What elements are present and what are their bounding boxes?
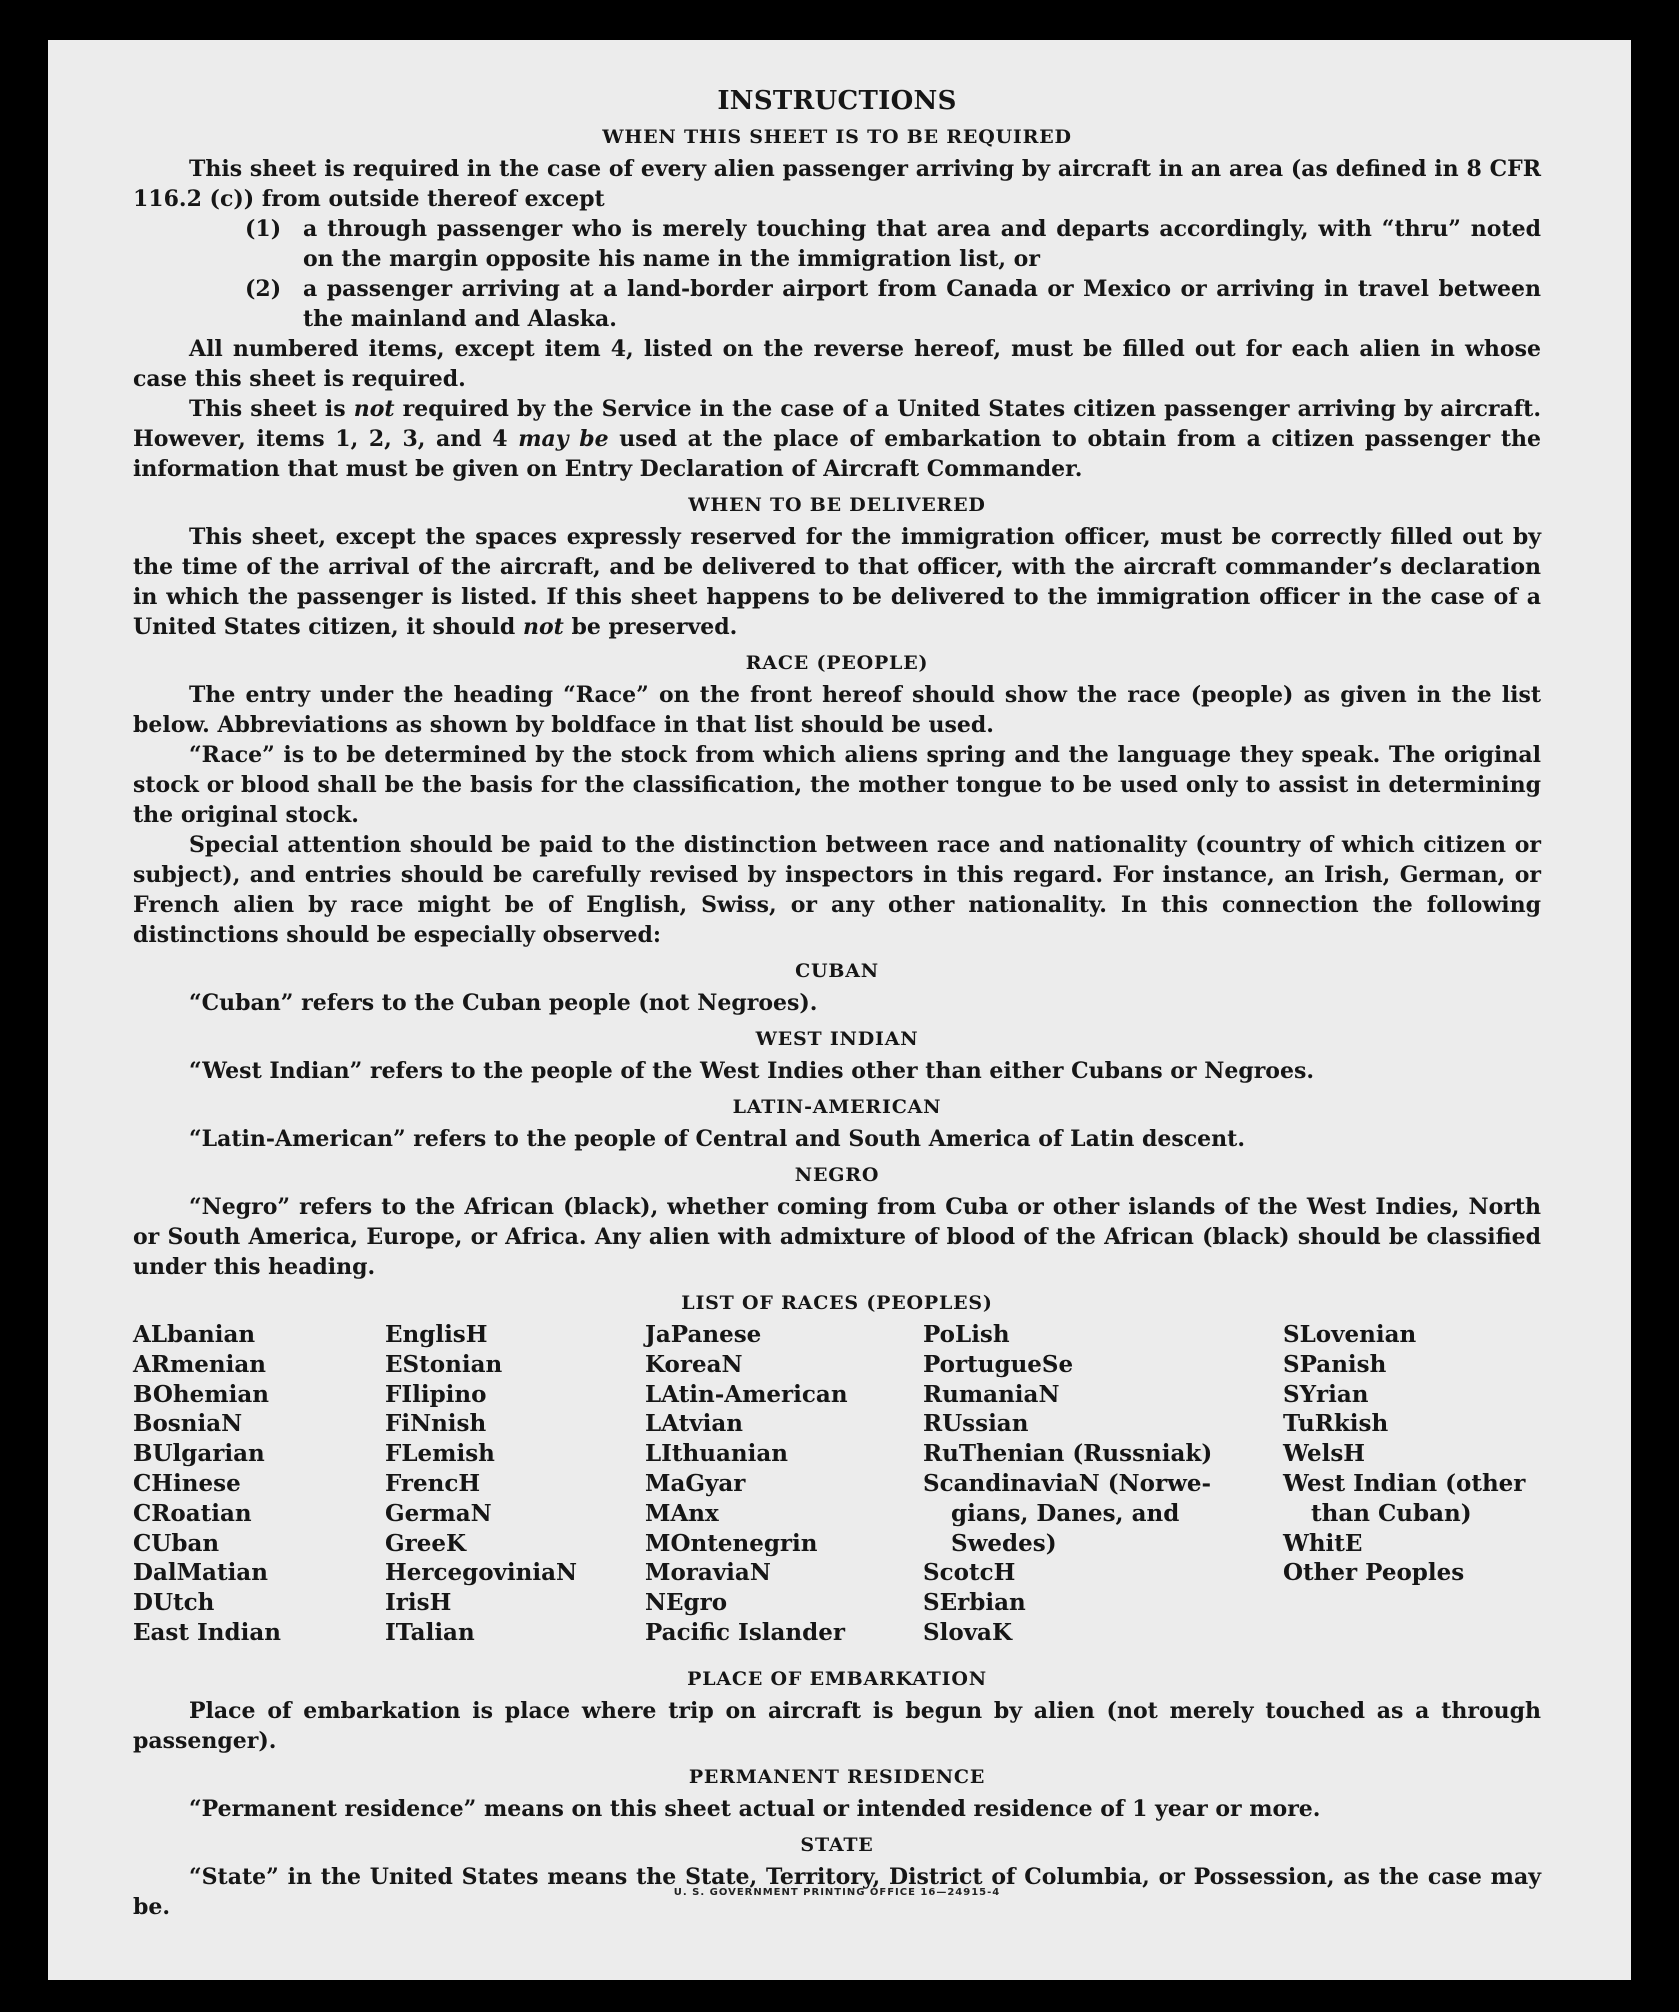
race-list-item: DalMatian [133,1559,268,1587]
races-column-2 [385,1320,577,1648]
race-list-item: ALbanian [133,1321,256,1348]
paragraph-race-definition: “Race” is to be determined by the stock from which aliens spring and the language they speak. The original stock or blood shall be the basis for the classification, the mother tongue to be used only to assist in determining the original stock. [133,742,1541,828]
paragraph-residence: “Permanent residence” means on this sheet actual or intended residence of 1 year or more. [189,1796,1321,1822]
paragraph-delivery [133,522,1541,642]
race-list-item: CUban [133,1529,220,1557]
exception-item-1 [133,214,1541,274]
paragraph-negro: “Negro” refers to the African (black), whether coming from Cuba or other islands of the West Indies, North or South America, Europe, or Africa. Any alien with admixture of blood of the African (black) should be classified under this heading. [133,1194,1541,1280]
paragraph-embarkation: Place of embarkation is place where trip on aircraft is begun by alien (not merely touched as a through passenger). [133,1698,1541,1754]
item-number: (1) [245,216,282,242]
paragraph-state: “State” in the United States means the State, Territory, District of Columbia, or Possession, as the case may be. [133,1864,1541,1920]
item-text: a through passenger who is merely touching that area and departs accordingly, with “thru” noted on the margin opposite his name in the immigration list, or [303,216,1541,272]
race-list-item: SlovaK [923,1618,1012,1646]
race-list-item: RumaniaN [923,1380,1060,1408]
race-list-item: MOntenegrin [645,1529,818,1557]
race-list-item: Swedes) [951,1529,1057,1557]
printer-imprint: U. S. GOVERNMENT PRINTING OFFICE 16—24915-4 [673,1887,1001,1898]
race-list-item: ScandinaviaN (Norwe- [923,1469,1212,1497]
race-list-item: JaPanese [645,1321,762,1348]
races-column-4 [923,1320,1212,1648]
race-list-item: SLovenian [1283,1321,1417,1348]
race-list-item: LIthuanian [645,1440,788,1468]
italic-may-be: may be [518,426,609,452]
race-list-item: ARmenian [133,1350,267,1378]
race-list-item: PoLish [923,1321,1010,1348]
text-run: used at the place of embarkation to obtain from a citizen passenger the information that must be given on Entry Declaration of Aircraft Commander. [133,426,1541,482]
text-run: required by the Service in the case of a United States citizen passenger arriving by aircraft. However, items 1, 2, 3, and 4 [133,396,1541,452]
race-list-item: KoreaN [645,1350,743,1378]
heading-when-required: WHEN THIS SHEET IS TO BE REQUIRED [602,126,1072,148]
paragraph-west-indian: “West Indian” refers to the people of the West Indies other than either Cubans or Negroes. [189,1058,1315,1084]
race-list-item: HercegoviniaN [385,1559,578,1587]
race-list-item: EnglisH [385,1321,488,1348]
race-list-item: than Cuban) [1311,1499,1472,1527]
paragraph-race-nationality: Special attention should be paid to the distinction between race and nationality (country of which citizen or subject), and entries should be carefully revised by inspectors in this regard. For instance, an Irish, German, or French alien by race might be of English, Swiss, or any other nationality. In this connection the following distinctions should be especially observed: [133,832,1541,948]
race-list-item: IrisH [385,1589,452,1617]
heading-list-of-races: LIST OF RACES (PEOPLES) [681,1292,993,1314]
heading-race: RACE (PEOPLE) [745,652,929,674]
race-list-item: MAnx [645,1499,719,1527]
race-list-item: CHinese [133,1469,241,1497]
heading-embarkation: PLACE OF EMBARKATION [687,1668,987,1690]
race-list-item: West Indian (other [1283,1469,1526,1497]
item-text: a passenger arriving at a land-border airport from Canada or Mexico or arriving in travel between the mainland and Alaska. [303,276,1541,332]
heading-cuban: CUBAN [795,960,879,982]
text-run: be preserved. [563,614,738,640]
heading-negro: NEGRO [794,1164,880,1186]
race-list-item: FLemish [385,1440,495,1468]
race-list-item: FrencH [385,1469,481,1497]
instructions-body [133,86,1541,1922]
race-list-item: MoraviaN [645,1559,771,1587]
italic-not: not [522,614,564,640]
paragraph-cuban: “Cuban” refers to the Cuban people (not Negroes). [189,990,818,1016]
race-list-item: TuRkish [1283,1410,1389,1438]
italic-not: not [353,396,395,422]
race-list-item: RuThenian (Russniak) [923,1440,1213,1468]
race-list-item: ScotcH [923,1559,1016,1587]
race-list-item: SYrian [1283,1380,1369,1408]
race-list-item: East Indian [133,1618,281,1646]
race-list-item: FiNnish [385,1410,487,1438]
race-list-item: PortugueSe [923,1350,1074,1378]
race-list-item: FIlipino [385,1380,487,1408]
heading-when-delivered: WHEN TO BE DELIVERED [688,494,986,516]
races-column-3 [645,1320,848,1648]
heading-west-indian: WEST INDIAN [755,1028,919,1050]
race-list-item: Pacific Islander [645,1618,845,1646]
document-page [48,40,1631,1980]
race-list-item: BOhemian [133,1380,269,1408]
paragraph-citizen [133,394,1541,484]
race-list-item: RUssian [923,1410,1029,1438]
race-list-item: SPanish [1283,1350,1387,1378]
race-list-item: Other Peoples [1283,1559,1465,1587]
race-list-item: LAtvian [645,1410,743,1438]
exception-item-2 [133,274,1541,334]
race-list-item: EStonian [385,1350,503,1378]
race-list-item: CRoatian [133,1499,252,1527]
race-list-item: BosniaN [133,1410,243,1438]
text-run: This sheet, except the spaces expressly reserved for the immigration officer, must be correctly filled out by the time of the arrival of the aircraft, and be delivered to that officer, with the aircraft commander’s declaration in which the passenger is listed. If this sheet happens to be delivered to the immigration officer in the case of a United States citizen, it should [133,524,1541,640]
race-list-item: ITalian [385,1618,475,1646]
races-column-5 [1283,1320,1525,1588]
race-list-item: DUtch [133,1589,215,1617]
heading-latin-american: LATIN-AMERICAN [732,1096,942,1118]
races-column-1 [133,1320,281,1648]
race-list-item: BUlgarian [133,1440,265,1468]
page-title: INSTRUCTIONS [717,86,957,116]
race-list-item: gians, Danes, and [951,1499,1180,1527]
races-list [133,1320,1541,1658]
paragraph-numbered-items: All numbered items, except item 4, listed on the reverse hereof, must be filled out for each alien in whose case this sheet is required. [133,336,1541,392]
race-list-item: NEgro [645,1589,728,1617]
paragraph-race-entry: The entry under the heading “Race” on the front hereof should show the race (people) as given in the list below. Abbreviations as shown by boldface in that list should be used. [133,682,1541,738]
race-list-item: GermaN [385,1499,492,1527]
race-list-item: WelsH [1283,1440,1366,1468]
heading-state: STATE [800,1834,874,1856]
text-run: This sheet is [189,396,354,422]
race-list-item: LAtin-American [645,1380,848,1408]
item-number: (2) [245,276,282,302]
paragraph-required: This sheet is required in the case of every alien passenger arriving by aircraft in an area (as defined in 8 CFR 116.2 (c)) from outside thereof except [133,156,1541,212]
race-list-item: MaGyar [645,1469,746,1497]
race-list-item: WhitE [1283,1529,1363,1557]
race-list-item: SErbian [923,1589,1026,1617]
heading-permanent-residence: PERMANENT RESIDENCE [688,1766,986,1788]
paragraph-latin-american: “Latin-American” refers to the people of Central and South America of Latin descent. [189,1126,1245,1152]
race-list-item: GreeK [385,1529,467,1557]
